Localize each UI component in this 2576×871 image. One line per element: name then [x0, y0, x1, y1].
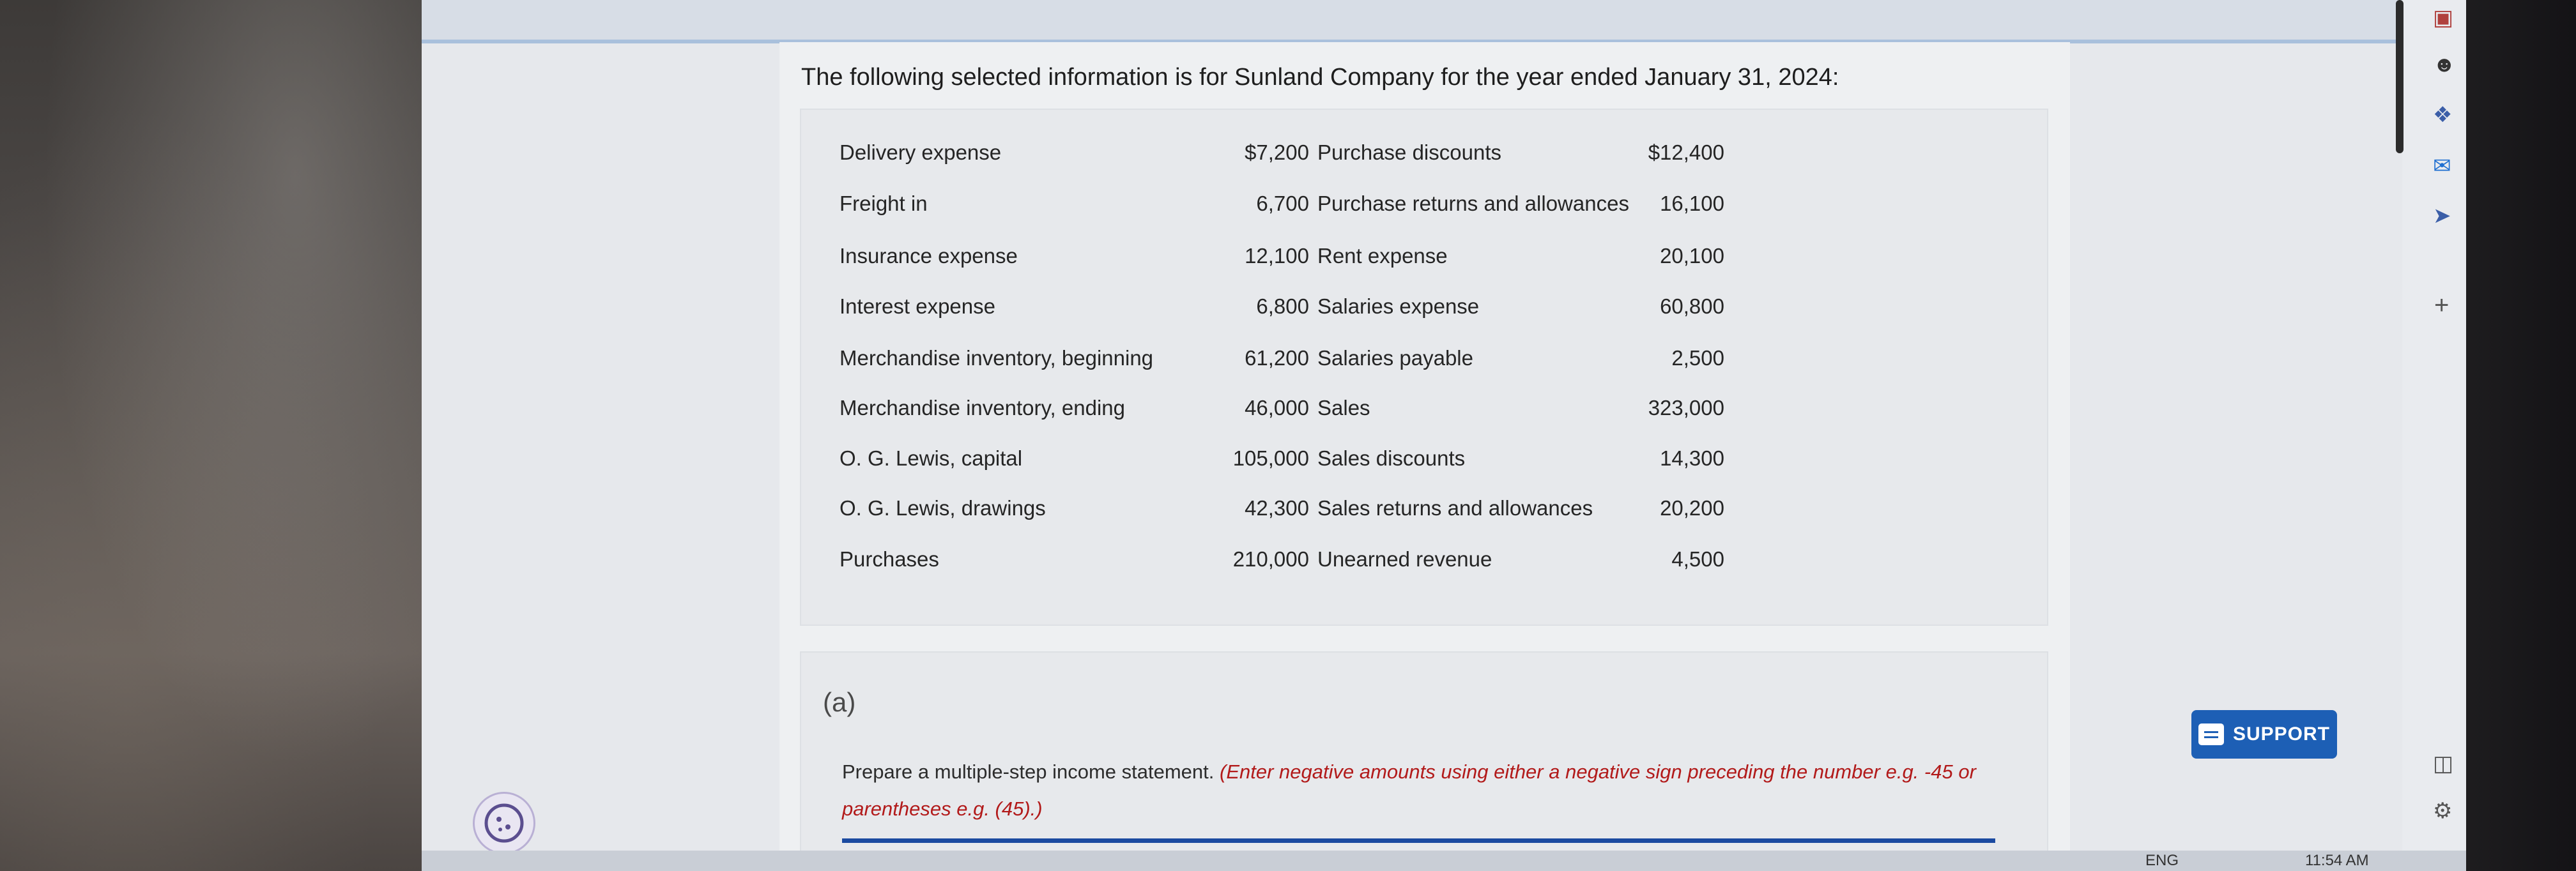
account-amount: $12,400 — [1648, 140, 1724, 164]
table-row — [801, 396, 2047, 441]
account-amount: 14,300 — [1660, 446, 1724, 470]
part-label: (a) — [823, 687, 856, 717]
table-row — [801, 547, 2047, 592]
table-row — [801, 140, 2047, 185]
account-amount: 105,000 — [1232, 446, 1309, 470]
account-amount: 42,300 — [1245, 496, 1309, 520]
send-icon[interactable]: ➤ — [2433, 204, 2451, 228]
cookie-settings-button[interactable] — [473, 792, 535, 854]
account-name: Unearned revenue — [1317, 547, 1492, 571]
account-name: Salaries expense — [1317, 294, 1480, 318]
toolbox-icon[interactable]: ▣ — [2433, 6, 2454, 30]
people-icon[interactable]: ☻ — [2433, 52, 2456, 77]
account-name: Freight in — [839, 192, 928, 215]
account-name: Purchase discounts — [1317, 140, 1501, 164]
add-icon[interactable]: + — [2434, 291, 2450, 319]
table-row — [801, 244, 2047, 289]
account-amount: 4,500 — [1671, 547, 1724, 571]
account-data-table — [800, 109, 2048, 626]
browser-screen — [422, 0, 2466, 859]
instruction-text — [842, 754, 1992, 828]
account-name: Sales discounts — [1317, 446, 1466, 470]
browser-header — [422, 0, 2402, 43]
table-row — [801, 346, 2047, 391]
account-name: Delivery expense — [839, 140, 1002, 164]
instruction-plain: Prepare a multiple-step income statement. — [842, 761, 1220, 783]
table-row — [801, 294, 2047, 339]
account-name: Rent expense — [1317, 244, 1448, 268]
account-amount: $7,200 — [1245, 140, 1309, 164]
account-name: Sales — [1317, 396, 1370, 420]
account-amount: 20,200 — [1660, 496, 1724, 520]
question-intro: The following selected information is for Sunland Company for the year ended January 31, 2024: — [801, 64, 1839, 91]
account-name: O. G. Lewis, drawings — [839, 496, 1046, 520]
scrollbar-thumb[interactable] — [2396, 0, 2404, 153]
account-amount: 61,200 — [1245, 346, 1309, 370]
account-amount: 323,000 — [1648, 396, 1724, 420]
clock[interactable]: 11:54 AM — [2305, 852, 2369, 869]
account-name: Merchandise inventory, beginning — [839, 346, 1154, 370]
background-photo-left — [0, 0, 422, 871]
browser-side-panel — [2402, 0, 2466, 859]
table-row — [801, 192, 2047, 236]
cookie-icon — [484, 803, 525, 844]
section-divider — [842, 838, 1995, 843]
account-name: Purchases — [839, 547, 939, 571]
account-name: Salaries payable — [1317, 346, 1473, 370]
account-amount: 6,800 — [1256, 294, 1309, 318]
copilot-icon[interactable]: ❖ — [2433, 103, 2453, 127]
instruction-emphasis: (Enter negative amounts using either a negative sign preceding the number e.g. -45 or parentheses e.g. (45).) — [842, 761, 1976, 820]
background-photo-right — [2461, 0, 2576, 871]
table-row — [801, 496, 2047, 541]
account-name: O. G. Lewis, capital — [839, 446, 1023, 470]
chat-bubble-icon — [2198, 723, 2224, 745]
support-button[interactable] — [2191, 710, 2337, 759]
settings-gear-icon[interactable]: ⚙ — [2433, 799, 2453, 823]
support-label: SUPPORT — [2232, 723, 2331, 745]
account-amount: 210,000 — [1232, 547, 1309, 571]
account-name: Sales returns and allowances — [1317, 496, 1593, 520]
account-name: Interest expense — [839, 294, 995, 318]
account-amount: 2,500 — [1671, 346, 1724, 370]
account-name: Purchase returns and allowances — [1317, 192, 1629, 215]
account-amount: 12,100 — [1245, 244, 1309, 268]
account-name: Insurance expense — [839, 244, 1018, 268]
sidebar-toggle-icon[interactable]: ◫ — [2433, 752, 2454, 776]
account-amount: 16,100 — [1660, 192, 1724, 215]
account-name: Merchandise inventory, ending — [839, 396, 1125, 420]
table-row — [801, 446, 2047, 491]
account-amount: 60,800 — [1660, 294, 1724, 318]
account-amount: 20,100 — [1660, 244, 1724, 268]
account-amount: 46,000 — [1245, 396, 1309, 420]
outlook-icon[interactable]: ✉ — [2433, 154, 2451, 178]
language-indicator[interactable]: ENG — [2145, 852, 2179, 869]
account-amount: 6,700 — [1256, 192, 1309, 215]
